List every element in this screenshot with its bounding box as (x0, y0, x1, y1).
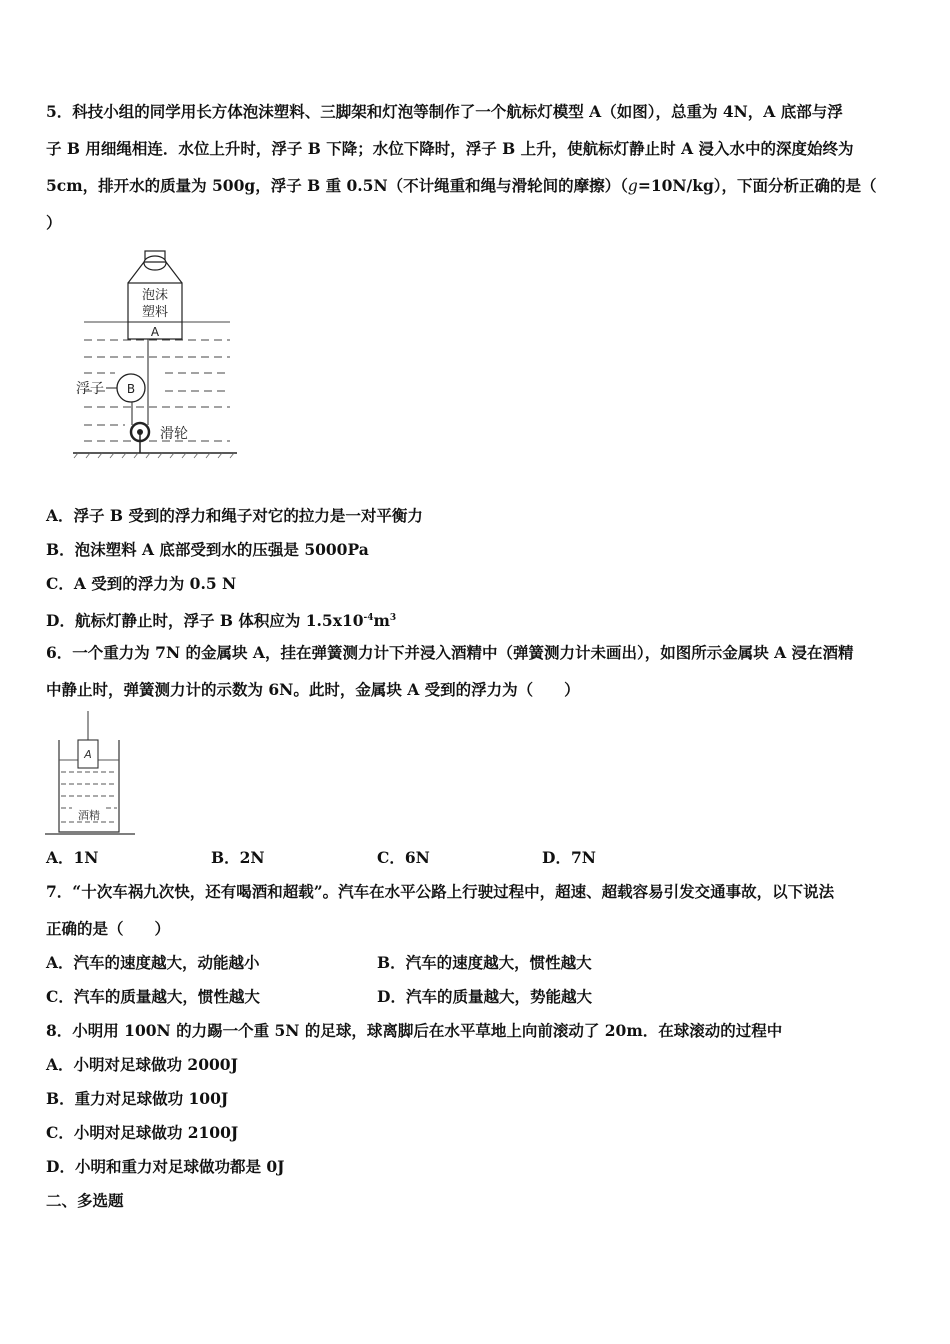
q7-stem-line-2: 正确的是（ ） (46, 919, 171, 938)
foam-label-1: 泡沫 (141, 288, 169, 303)
q5-option-b: B．泡沫塑料 A 底部受到水的压强是 5000Pa (46, 540, 369, 559)
q6-option-a: A．1N (46, 848, 99, 867)
pulley-label: 滑轮 (160, 426, 188, 442)
q5-option-d: D．航标灯静止时，浮子 B 体积应为 $1.5x10^{-4}m^3$ (46, 611, 397, 630)
q6-option-b: B．2N (211, 848, 265, 867)
q8-option-a: A．小明对足球做功 2000J (46, 1055, 238, 1074)
float-label: 浮子 (76, 381, 104, 397)
label-b: B (126, 382, 136, 396)
q5-figure (70, 245, 245, 460)
q5-stem-line-1: 5．科技小组的同学用长方体泡沫塑料、三脚架和灯泡等制作了一个航标灯模型 A（如图），总重为 4N，A 底部与浮 (46, 102, 843, 121)
q5-stem-line-4: ） (46, 213, 62, 232)
q7-option-c: C．汽车的质量越大，惯性越大 (46, 987, 260, 1006)
liquid-label: 酒精 (78, 809, 100, 822)
q6-stem-line-1: 6．一个重力为 7N 的金属块 A，挂在弹簧测力计下并浸入酒精中（弹簧测力计未画出），如图所示金属块 A 浸在酒精 (46, 643, 854, 662)
label-a: A (150, 325, 160, 339)
q8-stem: 8．小明用 100N 的力踢一个重 5N 的足球，球离脚后在水平草地上向前滚动了 20m．在球滚动的过程中 (46, 1021, 783, 1040)
q6-option-c: C．6N (377, 848, 430, 867)
q5-stem-line-2: 子 B 用细绳相连．水位上升时，浮子 B 下降；水位下降时，浮子 B 上升，使航标灯静止时 A 浸入水中的深度始终为 (46, 139, 854, 158)
q7-option-a: A．汽车的速度越大，动能越小 (46, 953, 260, 972)
q6-figure (44, 708, 136, 838)
q8-option-b: B．重力对足球做功 100J (46, 1089, 229, 1108)
q8-option-c: C．小明对足球做功 2100J (46, 1123, 239, 1142)
q8-option-d: D．小明和重力对足球做功都是 0J (46, 1157, 285, 1176)
q6-option-d: D．7N (542, 848, 596, 867)
foam-label-2: 塑料 (141, 305, 169, 320)
q7-stem-line-1: 7．“十次车祸九次快，还有喝酒和超载”。汽车在水平公路上行驶过程中，超速、超载容易引发交通事故，以下说法 (46, 882, 835, 901)
section-heading: 二、多选题 (46, 1191, 124, 1210)
q5-option-a: A．浮子 B 受到的浮力和绳子对它的拉力是一对平衡力 (46, 506, 423, 525)
q7-option-b: B．汽车的速度越大，惯性越大 (377, 953, 592, 972)
block-a-label: A (84, 748, 92, 761)
q6-stem-line-2: 中静止时，弹簧测力计的示数为 6N。此时，金属块 A 受到的浮力为（ ） (46, 680, 580, 699)
q5-stem-line-3: 5cm，排开水的质量为 500g，浮子 B 重 0.5N（不计绳重和绳与滑轮间的摩擦）（g=10N/kg），下面分析正确的是（ (46, 176, 877, 195)
q5-option-c: C．A 受到的浮力为 0.5 N (46, 574, 237, 593)
q7-option-d: D．汽车的质量越大，势能越大 (377, 987, 592, 1006)
